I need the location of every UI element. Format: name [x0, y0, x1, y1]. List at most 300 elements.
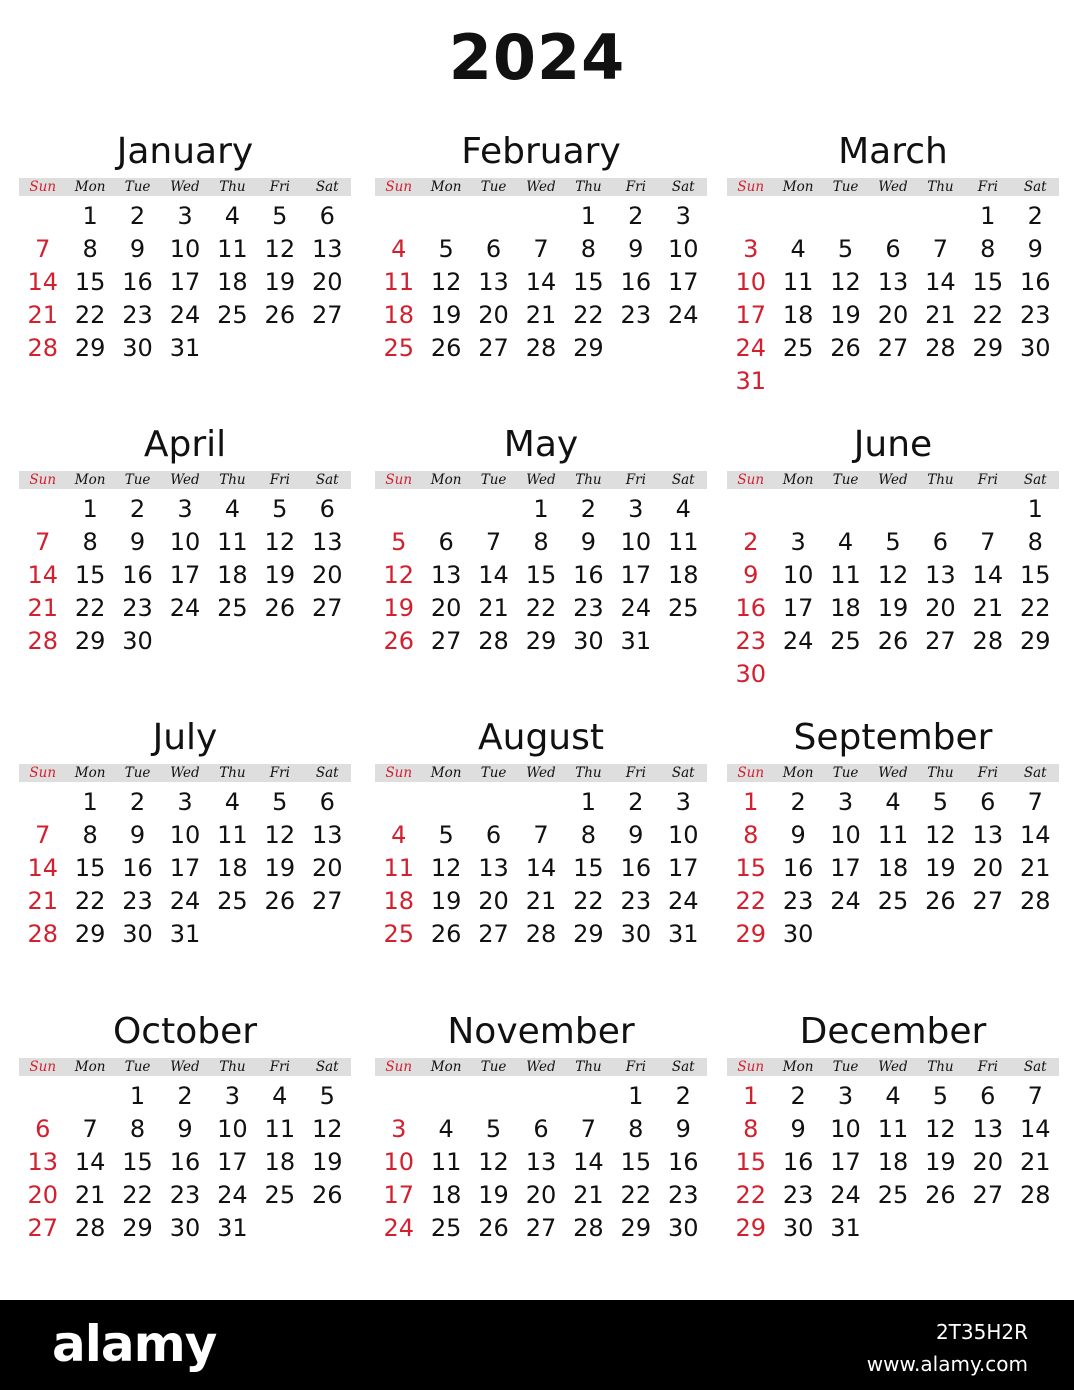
day-cell: 20 [972, 1148, 1004, 1176]
day-cell: 6 [980, 788, 996, 816]
day-cell: 21 [74, 1181, 106, 1209]
day-cell: 24 [217, 1181, 248, 1209]
weekday-label: Thu [575, 179, 602, 195]
day-cell: 8 [980, 235, 996, 263]
day-cell: 21 [972, 594, 1004, 622]
day-cell: 30 [169, 1214, 201, 1242]
day-cell: 16 [122, 561, 153, 589]
empty-cell [822, 200, 869, 233]
day-cell: 27 [311, 594, 343, 622]
day-cell: 26 [311, 1181, 343, 1209]
weekday-label: Mon [782, 179, 814, 195]
month-november [375, 1012, 707, 1245]
day-cell: 23 [122, 594, 153, 622]
day-cell: 24 [383, 1214, 414, 1242]
day-cell: 5 [319, 1082, 335, 1110]
weekday-label: Sun [737, 1059, 765, 1075]
day-cell: 7 [932, 235, 949, 263]
day-cell: 23 [1019, 301, 1051, 329]
day-cell: 27 [27, 1214, 58, 1242]
day-cell: 12 [478, 1148, 509, 1176]
day-cell: 2 [743, 528, 759, 556]
day-cell: 7 [485, 528, 502, 556]
day-cell: 11 [217, 821, 248, 849]
day-grid [727, 786, 1059, 951]
day-cell: 23 [122, 301, 153, 329]
day-cell: 25 [877, 1181, 909, 1209]
weekday-header [375, 471, 707, 489]
day-cell: 13 [311, 235, 343, 263]
day-cell: 19 [264, 268, 296, 296]
day-cell: 11 [264, 1115, 296, 1143]
day-cell: 29 [525, 627, 557, 655]
month-april [19, 425, 351, 658]
day-cell: 2 [580, 495, 597, 523]
day-cell: 13 [877, 268, 909, 296]
day-cell: 27 [925, 627, 956, 655]
day-cell: 30 [667, 1214, 699, 1242]
day-cell: 20 [311, 854, 343, 882]
day-cell: 13 [478, 268, 509, 296]
day-cell: 7 [35, 235, 51, 263]
month-december [727, 1012, 1059, 1245]
empty-cell [727, 200, 774, 233]
month-name: April [143, 424, 227, 465]
day-cell: 27 [430, 627, 462, 655]
weekday-label: Sat [1023, 472, 1047, 488]
weekday-label: Tue [124, 179, 151, 195]
day-cell: 26 [264, 594, 296, 622]
day-cell: 12 [264, 528, 296, 556]
weekday-label: Tue [832, 765, 859, 781]
day-cell: 23 [782, 1181, 814, 1209]
weekday-label: Mon [782, 472, 814, 488]
day-cell: 17 [620, 561, 652, 589]
day-cell: 4 [885, 788, 901, 816]
day-cell: 4 [837, 528, 854, 556]
weekday-label: Thu [219, 1059, 246, 1075]
day-cell: 18 [217, 268, 248, 296]
day-cell: 4 [438, 1115, 454, 1143]
month-name: September [793, 717, 993, 758]
day-cell: 9 [129, 528, 146, 556]
weekday-label: Sun [385, 1059, 413, 1075]
day-cell: 9 [628, 821, 644, 849]
day-cell: 28 [925, 334, 956, 362]
day-cell: 3 [837, 1082, 854, 1110]
day-cell: 11 [217, 235, 248, 263]
day-cell: 21 [925, 301, 956, 329]
month-june [727, 425, 1059, 691]
day-cell: 7 [533, 235, 549, 263]
day-cell: 18 [430, 1181, 462, 1209]
day-cell: 18 [667, 561, 699, 589]
day-cell: 31 [830, 1214, 861, 1242]
day-cell: 27 [972, 887, 1004, 915]
month-name: July [152, 717, 218, 758]
day-cell: 17 [169, 268, 201, 296]
day-cell: 29 [735, 1214, 766, 1242]
day-cell: 28 [972, 627, 1004, 655]
empty-cell [917, 493, 964, 526]
image-id: 2T35H2R [935, 1320, 1028, 1344]
day-cell: 20 [525, 1181, 557, 1209]
day-cell: 16 [620, 268, 652, 296]
weekday-label: Fri [269, 1059, 290, 1075]
weekday-label: Tue [124, 472, 151, 488]
day-grid [375, 493, 707, 658]
alamy-logo: alamy [52, 1315, 217, 1373]
day-cell: 11 [383, 854, 414, 882]
day-cell: 8 [580, 821, 597, 849]
empty-cell [470, 1080, 517, 1113]
day-cell: 7 [533, 821, 549, 849]
day-cell: 25 [877, 887, 909, 915]
day-cell: 6 [485, 821, 502, 849]
day-cell: 13 [27, 1148, 58, 1176]
weekday-label: Fri [977, 765, 998, 781]
weekday-label: Sun [385, 765, 413, 781]
day-cell: 25 [430, 1214, 462, 1242]
day-cell: 29 [573, 334, 604, 362]
month-name: May [503, 424, 579, 465]
day-cell: 5 [485, 1115, 502, 1143]
day-cell: 24 [620, 594, 652, 622]
day-cell: 5 [272, 788, 288, 816]
day-cell: 13 [972, 1115, 1004, 1143]
day-cell: 15 [74, 268, 106, 296]
day-cell: 28 [27, 627, 58, 655]
day-cell: 30 [782, 1214, 814, 1242]
weekday-label: Sun [29, 1059, 57, 1075]
day-cell: 27 [311, 301, 343, 329]
day-cell: 11 [830, 561, 861, 589]
day-cell: 20 [972, 854, 1004, 882]
day-cell: 16 [620, 854, 652, 882]
day-cell: 18 [217, 561, 248, 589]
day-cell: 26 [830, 334, 861, 362]
watermark-banner [0, 1300, 1074, 1390]
day-cell: 4 [272, 1082, 288, 1110]
day-cell: 16 [122, 268, 153, 296]
day-grid [727, 200, 1059, 398]
day-cell: 15 [74, 854, 106, 882]
day-cell: 19 [264, 854, 296, 882]
day-cell: 15 [74, 561, 106, 589]
weekday-label: Sat [1023, 179, 1047, 195]
day-cell: 7 [82, 1115, 98, 1143]
day-cell: 5 [438, 235, 454, 263]
weekday-label: Sat [315, 472, 339, 488]
day-grid [19, 493, 351, 658]
day-cell: 8 [82, 528, 98, 556]
day-cell: 14 [525, 268, 557, 296]
day-cell: 28 [1019, 887, 1051, 915]
day-cell: 18 [782, 301, 814, 329]
day-cell: 24 [169, 887, 201, 915]
day-cell: 28 [74, 1214, 106, 1242]
day-cell: 6 [319, 202, 335, 230]
day-cell: 26 [430, 334, 462, 362]
day-cell: 12 [264, 821, 296, 849]
weekday-header [727, 178, 1059, 196]
day-cell: 17 [830, 854, 861, 882]
empty-cell [66, 1080, 113, 1113]
day-cell: 2 [790, 788, 806, 816]
day-cell: 26 [877, 627, 909, 655]
day-cell: 27 [877, 334, 909, 362]
day-cell: 24 [735, 334, 766, 362]
day-cell: 17 [217, 1148, 248, 1176]
day-cell: 17 [830, 1148, 861, 1176]
day-cell: 6 [319, 788, 335, 816]
day-cell: 14 [27, 268, 58, 296]
day-cell: 7 [35, 528, 51, 556]
day-cell: 4 [675, 495, 691, 523]
weekday-label: Thu [927, 179, 954, 195]
month-name: December [799, 1011, 987, 1052]
day-cell: 31 [735, 367, 766, 395]
day-cell: 4 [790, 235, 806, 263]
day-cell: 24 [830, 1181, 861, 1209]
day-cell: 7 [1027, 1082, 1043, 1110]
day-cell: 13 [925, 561, 956, 589]
empty-cell [375, 200, 422, 233]
day-cell: 22 [74, 594, 106, 622]
day-cell: 8 [533, 528, 549, 556]
day-cell: 23 [620, 301, 652, 329]
day-grid [727, 1080, 1059, 1245]
day-cell: 24 [782, 627, 814, 655]
weekday-label: Wed [526, 1059, 556, 1075]
day-cell: 14 [573, 1148, 604, 1176]
empty-cell [470, 786, 517, 819]
day-cell: 21 [525, 887, 557, 915]
day-cell: 30 [1019, 334, 1051, 362]
day-cell: 15 [1019, 561, 1051, 589]
weekday-label: Tue [124, 765, 151, 781]
weekday-label: Wed [878, 765, 908, 781]
day-cell: 3 [675, 788, 691, 816]
day-cell: 23 [122, 887, 153, 915]
day-cell: 6 [980, 1082, 996, 1110]
day-cell: 9 [1027, 235, 1043, 263]
day-cell: 19 [830, 301, 861, 329]
day-cell: 29 [573, 920, 604, 948]
day-cell: 10 [217, 1115, 248, 1143]
day-cell: 15 [525, 561, 557, 589]
weekday-label: Thu [927, 472, 954, 488]
day-cell: 8 [82, 235, 98, 263]
day-cell: 29 [1019, 627, 1051, 655]
empty-cell [375, 1080, 422, 1113]
day-cell: 9 [628, 235, 644, 263]
day-cell: 13 [478, 854, 509, 882]
day-cell: 14 [74, 1148, 106, 1176]
day-cell: 10 [620, 528, 652, 556]
day-cell: 4 [885, 1082, 901, 1110]
day-cell: 24 [667, 887, 699, 915]
day-cell: 3 [177, 788, 193, 816]
weekday-label: Sat [671, 1059, 695, 1075]
weekday-label: Sat [1023, 765, 1047, 781]
day-cell: 27 [478, 920, 509, 948]
weekday-label: Tue [480, 765, 507, 781]
weekday-label: Sat [1023, 1059, 1047, 1075]
day-cell: 21 [573, 1181, 604, 1209]
empty-cell [19, 493, 66, 526]
weekday-label: Mon [74, 1059, 106, 1075]
weekday-label: Thu [219, 765, 246, 781]
day-cell: 1 [533, 495, 549, 523]
day-cell: 12 [877, 561, 909, 589]
day-cell: 10 [383, 1148, 414, 1176]
month-name: November [447, 1011, 635, 1052]
day-cell: 17 [667, 268, 699, 296]
day-cell: 25 [217, 594, 248, 622]
day-cell: 28 [573, 1214, 604, 1242]
day-cell: 20 [27, 1181, 58, 1209]
empty-cell [422, 786, 469, 819]
day-cell: 19 [311, 1148, 343, 1176]
weekday-label: Mon [430, 765, 462, 781]
day-cell: 29 [74, 627, 106, 655]
day-cell: 4 [224, 788, 241, 816]
month-july [19, 718, 351, 951]
weekday-label: Sun [737, 179, 765, 195]
day-cell: 30 [122, 334, 153, 362]
weekday-header [727, 471, 1059, 489]
day-cell: 9 [177, 1115, 193, 1143]
day-cell: 26 [264, 887, 296, 915]
day-cell: 5 [272, 202, 288, 230]
day-cell: 15 [573, 854, 604, 882]
day-cell: 12 [430, 854, 462, 882]
weekday-label: Sun [29, 765, 57, 781]
day-cell: 22 [74, 887, 106, 915]
day-cell: 23 [782, 887, 814, 915]
day-cell: 3 [177, 202, 193, 230]
weekday-header [19, 178, 351, 196]
weekday-header [727, 764, 1059, 782]
day-cell: 21 [478, 594, 509, 622]
weekday-header [19, 764, 351, 782]
day-cell: 19 [478, 1181, 509, 1209]
day-cell: 4 [224, 495, 241, 523]
day-cell: 1 [743, 788, 759, 816]
month-march [727, 132, 1059, 398]
weekday-label: Thu [927, 765, 954, 781]
weekday-label: Tue [480, 179, 507, 195]
weekday-label: Fri [269, 179, 290, 195]
day-cell: 17 [169, 854, 201, 882]
weekday-label: Wed [526, 472, 556, 488]
day-cell: 10 [830, 1115, 861, 1143]
day-grid [19, 1080, 351, 1245]
day-cell: 3 [628, 495, 644, 523]
day-cell: 19 [264, 561, 296, 589]
day-cell: 5 [932, 788, 949, 816]
day-cell: 26 [383, 627, 414, 655]
empty-cell [774, 493, 821, 526]
day-cell: 14 [27, 561, 58, 589]
day-cell: 18 [877, 854, 909, 882]
day-cell: 23 [667, 1181, 699, 1209]
day-cell: 2 [628, 202, 644, 230]
weekday-header [19, 471, 351, 489]
empty-cell [822, 493, 869, 526]
day-cell: 20 [877, 301, 909, 329]
day-cell: 5 [932, 1082, 949, 1110]
day-cell: 9 [129, 821, 146, 849]
day-cell: 25 [782, 334, 814, 362]
day-cell: 10 [667, 821, 699, 849]
day-cell: 18 [383, 301, 414, 329]
weekday-label: Thu [219, 472, 246, 488]
day-cell: 31 [169, 920, 201, 948]
day-cell: 21 [1019, 854, 1051, 882]
day-cell: 10 [169, 528, 201, 556]
day-grid [375, 786, 707, 951]
day-cell: 28 [525, 334, 557, 362]
day-cell: 13 [430, 561, 462, 589]
weekday-label: Sun [737, 472, 765, 488]
day-cell: 1 [82, 495, 98, 523]
day-cell: 31 [620, 627, 652, 655]
weekday-label: Fri [977, 472, 998, 488]
day-cell: 15 [735, 854, 766, 882]
weekday-label: Wed [170, 765, 200, 781]
day-cell: 16 [782, 854, 814, 882]
day-cell: 31 [169, 334, 201, 362]
day-cell: 3 [224, 1082, 241, 1110]
day-cell: 28 [525, 920, 557, 948]
weekday-label: Wed [170, 1059, 200, 1075]
day-cell: 5 [885, 528, 901, 556]
day-cell: 28 [27, 334, 58, 362]
day-cell: 6 [932, 528, 949, 556]
day-cell: 2 [129, 202, 146, 230]
weekday-label: Fri [977, 1059, 998, 1075]
day-cell: 13 [311, 528, 343, 556]
day-cell: 6 [438, 528, 454, 556]
day-cell: 21 [27, 301, 58, 329]
day-cell: 28 [27, 920, 58, 948]
day-cell: 11 [217, 528, 248, 556]
day-cell: 9 [580, 528, 597, 556]
day-cell: 17 [169, 561, 201, 589]
day-cell: 7 [980, 528, 996, 556]
day-cell: 10 [169, 821, 201, 849]
day-cell: 23 [620, 887, 652, 915]
day-cell: 18 [877, 1148, 909, 1176]
month-september [727, 718, 1059, 951]
day-cell: 22 [735, 887, 766, 915]
day-cell: 11 [877, 821, 909, 849]
day-cell: 19 [383, 594, 414, 622]
day-cell: 30 [573, 627, 604, 655]
day-cell: 25 [667, 594, 699, 622]
year-title: 2024 [448, 21, 626, 94]
weekday-label: Fri [625, 1059, 646, 1075]
month-name: October [112, 1011, 258, 1052]
empty-cell [869, 493, 916, 526]
weekday-label: Sun [29, 179, 57, 195]
day-cell: 27 [525, 1214, 557, 1242]
day-cell: 15 [972, 268, 1004, 296]
day-cell: 7 [35, 821, 51, 849]
weekday-label: Tue [832, 472, 859, 488]
